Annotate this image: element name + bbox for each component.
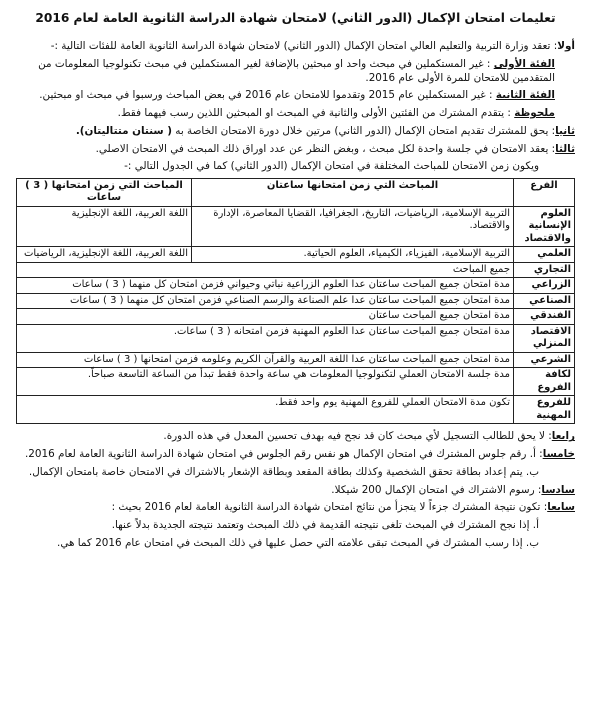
branch-cell: الزراعي (514, 278, 575, 294)
section-6 (16, 484, 575, 498)
section-5-heading: خامسا (542, 448, 575, 461)
branch-cell: التجاري (514, 262, 575, 278)
table-row (17, 324, 575, 352)
category-2-text: : غير المستكملين عام 2015 وتقدموا للامتحان عام 2016 في بعض المباحث ورسبوا في مبحث او مبحثين. (39, 89, 493, 102)
header-branch: الفرع (514, 178, 575, 206)
three-hours-cell: اللغة العربية، اللغة الإنجليزية، الرياضيات (17, 247, 192, 263)
duration-cell: مدة امتحان جميع المباحث ساعتان عدا العلوم الزراعية نباتي وحيواني فزمن امتحان كل منهما ( 3 ) ساعات (17, 278, 514, 294)
note-label: ملحوظة (514, 107, 555, 120)
section-5-item-b: ب. يتم إعداد بطاقة تحقق الشخصية وكذلك بطاقة المقعد وبطاقة الإشعار بالاشتراك في الامتحان خاصة بامتحان الإكمال. (28, 465, 539, 478)
section-4-heading: رابعا (551, 430, 575, 443)
section-1-heading: أولا (557, 40, 575, 53)
document-page (8, 0, 583, 551)
section-7-heading: سابعا (547, 501, 575, 514)
section-4 (16, 430, 575, 444)
header-three-hours: المباحث التي زمن امتحانها ( 3 ) ساعات (17, 178, 192, 206)
three-hours-cell: اللغة العربية، اللغة الإنجليزية (17, 206, 192, 247)
table-header-row (17, 178, 575, 206)
section-3-heading: ثالثا (555, 142, 575, 155)
exam-duration-table (16, 178, 575, 425)
branch-cell: الاقتصاد المنزلي (514, 324, 575, 352)
table-row (17, 352, 575, 368)
duration-cell: مدة امتحان جميع المباحث ساعتان (17, 309, 514, 325)
note-text: : يتقدم المشترك من الفئتين الأولى والثانية في المبحث او المبحثين اللذين رسب فيهما فقط. (117, 107, 511, 120)
section-4-text: : لا يحق للطالب التسجيل لأي مبحث كان قد نجح فيه بهدف تحسين المعدل في هذه الدورة. (163, 430, 552, 443)
duration-cell: مدة امتحان جميع المباحث ساعتان عدا العلوم المهنية فزمن امتحانه ( 3 ) ساعات. (17, 324, 514, 352)
branch-cell: الشرعي (514, 352, 575, 368)
branch-cell: العلمي (514, 247, 575, 263)
section-7-item-a: أ. إذا نجح المشترك في المبحث تلغى نتيجته القديمة في ذلك المبحث وتعتمد نتيجته الجديدة بدلاً عنها. (111, 519, 539, 532)
section-1-text: : تعقد وزارة التربية والتعليم العالي امتحان الإكمال (الدور الثاني) لامتحان شهادة الدراسة الثانوية العامة للفئات التالية :- (50, 40, 558, 53)
branch-cell: لكافة الفروع (514, 368, 575, 396)
category-1 (16, 58, 575, 85)
section-2-bold: ( سنتان متتاليتان). (75, 124, 172, 137)
table-row (17, 278, 575, 294)
section-6-heading: سادسا (541, 483, 575, 496)
duration-cell: تكون مدة الامتحان العملي للفروع المهنية يوم واحد فقط. (17, 396, 514, 424)
header-two-hours: المباحث التي زمن امتحانها ساعتان (192, 178, 514, 206)
branch-cell: العلوم الإنسانية والاقتصاد (514, 206, 575, 247)
table-row (17, 293, 575, 309)
two-hours-cell: التربية الإسلامية، الفيزياء، الكيمياء، العلوم الحياتية. (192, 247, 514, 263)
section-2 (16, 125, 575, 139)
section-1 (16, 40, 575, 54)
branch-cell: للفروع المهنية (514, 396, 575, 424)
category-1-text: : غير المستكملين في مبحث واحد او مبحثين بالإضافة لغير المستكملين في مبحث تكنولوجيا المعلومات من المتقدمين للامتحان للمرة الأولى عام 2016. (38, 57, 555, 84)
note (16, 107, 575, 121)
section-3 (16, 143, 575, 157)
category-2-label: الفئة الثانية (495, 89, 555, 102)
category-2 (16, 89, 575, 103)
duration-cell: مدة امتحان جميع المباحث ساعتان عدا علم الصناعة والرسم الصناعي فزمن امتحان كل منهما ( 3 ) ساعات (17, 293, 514, 309)
section-2-heading: ثانيا (555, 124, 575, 137)
section-5-item-a: : أ. رقم جلوس المشترك في امتحان الإكمال هو نفس رقم الجلوس في امتحان شهادة الدراسة الثانوية العامة لعام 2016. (24, 448, 543, 461)
table-intro: ويكون زمن الامتحان للمباحث المختلفة في امتحان الإكمال (الدور الثاني) كما في الجدول التالي :- (124, 160, 539, 173)
table-row (17, 206, 575, 247)
section-7-text: : تكون نتيجة المشترك جزءاً لا يتجزأ من نتائج امتحان شهادة الدراسة الثانوية العامة لعام 2016 بحيث : (111, 501, 548, 514)
two-hours-cell: التربية الإسلامية، الرياضيات، التاريخ، الجغرافيا، القضايا المعاصرة، الإدارة والاقتصاد. (192, 206, 514, 247)
table-row (17, 309, 575, 325)
section-5 (16, 448, 575, 462)
duration-cell: مدة امتحان جميع المباحث ساعتان عدا اللغة العربية والقرآن الكريم وعلومه فزمن امتحانها ( 3 ) ساعات (17, 352, 514, 368)
category-1-label: الفئة الأولى (493, 57, 555, 70)
section-7-item-b: ب. إذا رسب المشترك في المبحث تبقى علامته التي حصل عليها في ذلك المبحث في امتحان عام 2016 كما هي. (57, 536, 539, 549)
section-7 (16, 501, 575, 515)
table-row (17, 262, 575, 278)
table-row (17, 368, 575, 396)
section-3-text: : يعقد الامتحان في جلسة واحدة لكل مبحث ، وبغض النظر عن عدد اوراق ذلك المبحث في الامتحان الاصلي. (95, 142, 556, 155)
branch-cell: الفندقي (514, 309, 575, 325)
duration-cell: مدة جلسة الامتحان العملي لتكنولوجيا المعلومات هي ساعة واحدة فقط تبدأ من الساعة التاسعة صباحاً. (17, 368, 514, 396)
section-6-text: : رسوم الاشتراك في امتحان الإكمال 200 شيكلا. (331, 483, 542, 496)
document-title: تعليمات امتحان الإكمال (الدور الثاني) لامتحان شهادة الدراسة الثانوية العامة لعام 2016 (35, 11, 556, 25)
duration-cell: جميع المباحث (17, 262, 514, 278)
branch-cell: الصناعي (514, 293, 575, 309)
table-row (17, 396, 575, 424)
table-row (17, 247, 575, 263)
section-2-text: : يحق للمشترك تقديم امتحان الإكمال (الدور الثاني) مرتين خلال دورة الامتحان الخاصة به (175, 124, 556, 137)
